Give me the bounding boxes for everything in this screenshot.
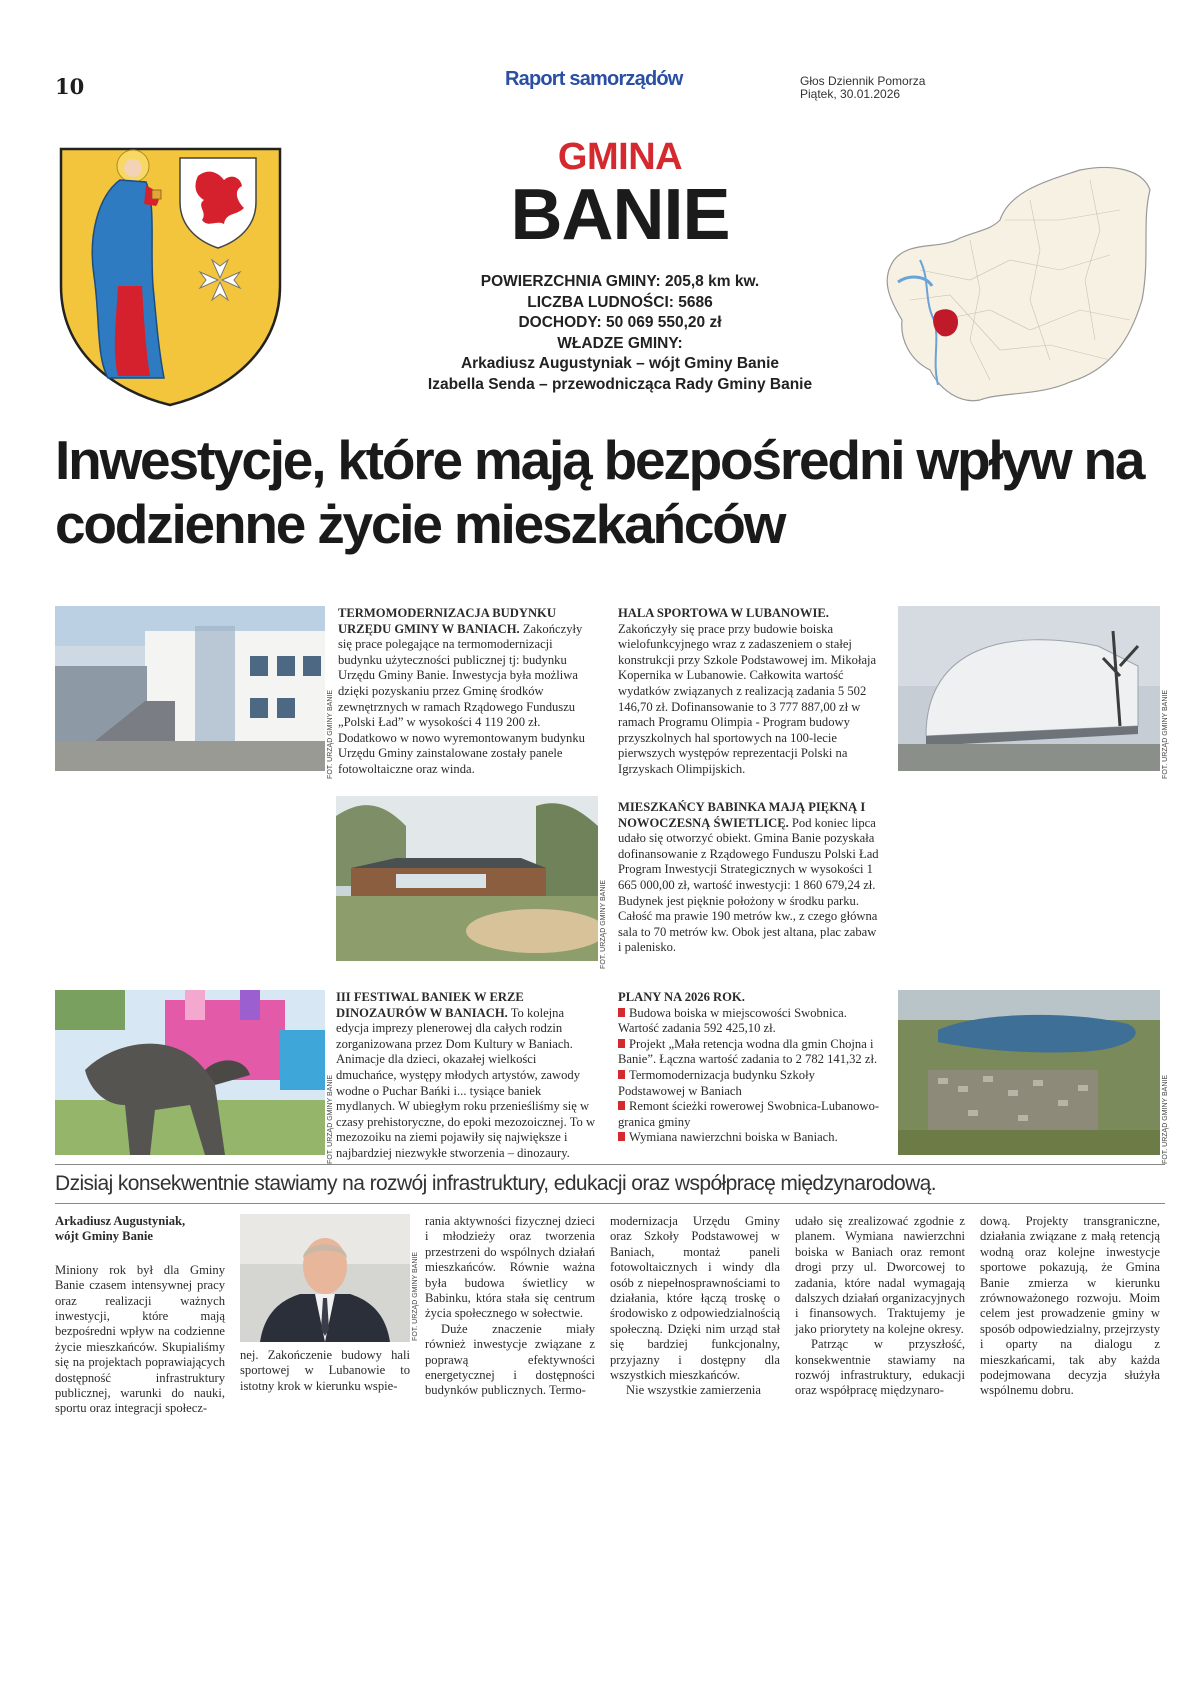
article-lead: TERMOMODERNIZACJA BUDYNKU URZĘDU GMINY W BANIACH. xyxy=(338,606,556,636)
interview-column-6 xyxy=(980,1214,1160,1399)
plans-item: Termomodernizacja budynku Szkoły Podstawowej w Baniach xyxy=(618,1067,815,1098)
region-map-image xyxy=(880,160,1155,405)
bullet-square-icon xyxy=(618,1039,625,1048)
mayor-portrait-photo xyxy=(240,1214,410,1342)
byline-name: Arkadiusz Augustyniak, xyxy=(55,1214,186,1228)
fact-authorities-heading: WŁADZE GMINY: xyxy=(557,334,683,352)
byline-role: wójt Gminy Banie xyxy=(55,1229,153,1244)
photo-credit: FOT. URZĄD GMINY BANIE xyxy=(327,690,334,779)
article-headline: Inwestycje, które mają bezpośredni wpływ na codzienne życie mieszkańców xyxy=(55,429,1144,555)
coat-of-arms-image xyxy=(58,146,283,408)
article-hala xyxy=(618,606,880,778)
plans-item: Projekt „Mała retencja wodna dla gmin Chojna i Banie”. Łączna wartość zadania to 2 782 141,32 zł. xyxy=(618,1036,878,1067)
interview-text: Miniony rok był dla Gminy Banie czasem intensywnej pracy oraz realizacji ważnych inwestycji, które mają bezpośredni wpływ na codzienne życie mieszkańców. Skupialiśmy się na projektach poprawiających dostępność infrastruktury publicznej, warunki do nauki, sportu oraz integracji społecz- xyxy=(55,1262,225,1416)
photo-credit: FOT. URZĄD GMINY BANIE xyxy=(1162,1075,1169,1164)
community-centre-photo xyxy=(336,796,598,961)
article-body: Zakończyły się prace polegające na termomodernizacji budynku użyteczności publicznej tj: budynku Urzędu Gminy Banie. Inwestycja była możliwa dzięki pozyskaniu przez Gminę środków zewnętrznych w ramach Rządowego Funduszu „Polski Ład” w wysokości 4 119 200 zł. Dodatkowo w nowo wyremontowanym budynku Urzędu Gminy zainstalowane zostały panele fotowoltaiczne oraz winda. xyxy=(338,621,585,776)
municipality-facts xyxy=(370,272,870,395)
fact-population: LICZBA LUDNOŚCI: 5686 xyxy=(527,293,713,311)
plans-item: Budowa boiska w miejscowości Swobnica. Wartość zadania 592 425,10 zł. xyxy=(618,1005,847,1036)
interview-column-4 xyxy=(610,1214,780,1399)
interview-text: Duże znaczenie miały również inwestycje związane z poprawą efektywności energetycznej i dostępności budynków publicznych. Termo- xyxy=(425,1321,595,1398)
section-title: Raport samorządów xyxy=(505,68,683,90)
interview-text: Patrząc w przyszłość, konsekwentnie stawiamy na rozwój infrastruktury, edukacji oraz współpracę międzynaro- xyxy=(795,1337,965,1398)
plans-2026 xyxy=(618,990,880,1146)
article-lead: MIESZKAŃCY BABINKA MAJĄ PIĘKNĄ I NOWOCZESNĄ ŚWIETLICĘ. xyxy=(618,800,866,830)
municipality-kicker: GMINA xyxy=(557,136,683,178)
publication-date: Piątek, 30.01.2026 xyxy=(800,87,901,101)
interview-text: nej. Zakończenie budowy hali sportowej w Lubanowie to istotny krok w kierunku wspie- xyxy=(240,1348,410,1393)
interview-column-3 xyxy=(425,1214,595,1399)
bullet-square-icon xyxy=(618,1070,625,1079)
plans-item: Wymiana nawierzchni boiska w Baniach. xyxy=(618,1130,880,1146)
fact-mayor: Arkadiusz Augustyniak – wójt Gminy Banie xyxy=(460,355,780,372)
photo-credit: FOT. URZĄD GMINY BANIE xyxy=(412,1252,419,1341)
interview-text: Nie wszystkie zamierzenia xyxy=(626,1383,761,1398)
sports-hall-photo xyxy=(898,606,1160,771)
interview-quote: Dzisiaj konsekwentnie stawiamy na rozwój infrastruktury, edukacji oraz współpracę międzynarodową. xyxy=(55,1172,936,1195)
fact-income: DOCHODY: 50 069 550,20 zł xyxy=(518,314,722,331)
page-number: 10 xyxy=(55,74,85,99)
municipality-name: BANIE xyxy=(510,175,730,255)
plans-item: Remont ścieżki rowerowej Swobnica-Lubanowo- granica gminy xyxy=(618,1099,880,1129)
plans-heading: PLANY NA 2026 ROK. xyxy=(618,990,745,1004)
article-lead: HALA SPORTOWA W LUBANOWIE. xyxy=(618,606,829,620)
divider xyxy=(55,1164,1165,1165)
interview-text: dową. Projekty transgraniczne, działania związane z małą retencją wodną oraz kolejne inwestycje sportowe pokazują, że Gmina Banie zmierza w kierunku zrównoważonego rozwoju. Moim celem jest prowadzenie gminy w sposób odpowiedzialny, przejrzysty i oparty na dialogu z mieszkańcami, tak aby każda podejmowana decyzja służyła wspólnemu dobru. xyxy=(980,1214,1161,1398)
interview-text: rania aktywności fizycznej dzieci i młodzieży oraz tworzenia przestrzeni do wspólnych działań mieszkańców. Równie ważna była budowa świetlicy w Babinku, która stała się centrum życia społecznego w sołectwie. xyxy=(425,1214,595,1321)
article-body: To kolejna edycja imprezy plenerowej dla całych rodzin zorganizowana przez Dom Kultury w Baniach. Animacje dla dzieci, okazałej wielkości dmuchańce, występy młodych artystów, zawody wodne o Puchar Bańki i... tysiące baniek mydlanych. W ubiegłym roku przenieśliśmy się w czasy prehistoryczne, do epoki mezozoicznej. To w mezozoiku na ziemi pojawiły się największe i najbardziej niezwykłe stworzenia – dinozaury. xyxy=(336,1005,596,1160)
bullet-square-icon xyxy=(618,1008,625,1017)
interview-text: udało się zrealizować zgodnie z planem. Wymiana nawierzchni boiska w Baniach oraz remont drogi przy ul. Dworcowej to zadania, które nadal wymagają dalszych działań organizacyjnych i finansowych. Traktujemy je jako priorytety na kolejne okresy. xyxy=(795,1214,965,1336)
publication-name: Głos Dziennik Pomorza xyxy=(800,74,926,88)
article-lead: III FESTIWAL BANIEK W ERZE DINOZAURÓW W BANIACH. xyxy=(336,990,524,1020)
interview-text: modernizacja Urzędu Gminy oraz Szkoły Podstawowej w Baniach, montaż paneli fotowoltaicznych i windy dla osób z niepełnosprawnościami to działania, które łączą troskę o środowisko z odpowiedzialnością społeczną. Dzięki nim urząd stał się bardziej funkcjonalny, przyjazny i dostępny dla wszystkich mieszkańców. xyxy=(610,1214,780,1383)
photo-credit: FOT. URZĄD GMINY BANIE xyxy=(1162,690,1169,779)
article-festiwal xyxy=(336,990,598,1162)
publication-info xyxy=(800,75,925,101)
article-termomodernizacja xyxy=(338,606,598,778)
bullet-square-icon xyxy=(618,1132,625,1141)
photo-credit: FOT. URZĄD GMINY BANIE xyxy=(327,1075,334,1164)
article-body: Zakończyły się prace przy budowie boiska wielofunkcyjnego wraz z zadaszeniem o stałej konstrukcji przy Szkole Podstawowej im. Mikołaja Kopernika w Lubanowie. Całkowita wartość wydatków związanych z realizacją zadania 5 502 146,70 zł. Dofinansowanie to 3 777 887,00 zł w ramach Programu Olimpia - Program budowy przyszkolnych hal sportowych na 100-lecie pierwszych występów reprezentacji Polski na Igrzyskach Olimpijskich. xyxy=(618,621,877,776)
article-babinek xyxy=(618,800,880,956)
aerial-village-photo xyxy=(898,990,1160,1155)
town-hall-photo xyxy=(55,606,325,771)
article-body: Pod koniec lipca udało się otworzyć obiekt. Gmina Banie pozyskała dofinansowanie z Rządowego Funduszu Polski Ład Program Inwestycji Strategicznych w wysokości 1 665 000,00 zł, wartość inwestycji: 1 860 679,24 zł. Budynek jest pięknie położony w środku parku. Całość ma prawie 190 metrów kw., z czego główna sala to 70 metrów kw. Obok jest altana, plac zabaw i palenisko. xyxy=(618,815,879,955)
bullet-square-icon xyxy=(618,1101,625,1110)
fact-area: POWIERZCHNIA GMINY: 205,8 km kw. xyxy=(480,273,760,290)
bubble-festival-photo xyxy=(55,990,325,1155)
interview-column-1 xyxy=(55,1214,225,1417)
interview-column-2 xyxy=(240,1348,410,1394)
interview-column-5 xyxy=(795,1214,965,1399)
divider xyxy=(55,1203,1165,1204)
fact-council-chair: Izabella Senda – przewodnicząca Rady Gminy Banie xyxy=(427,375,813,393)
photo-credit: FOT. URZĄD GMINY BANIE xyxy=(600,880,607,969)
